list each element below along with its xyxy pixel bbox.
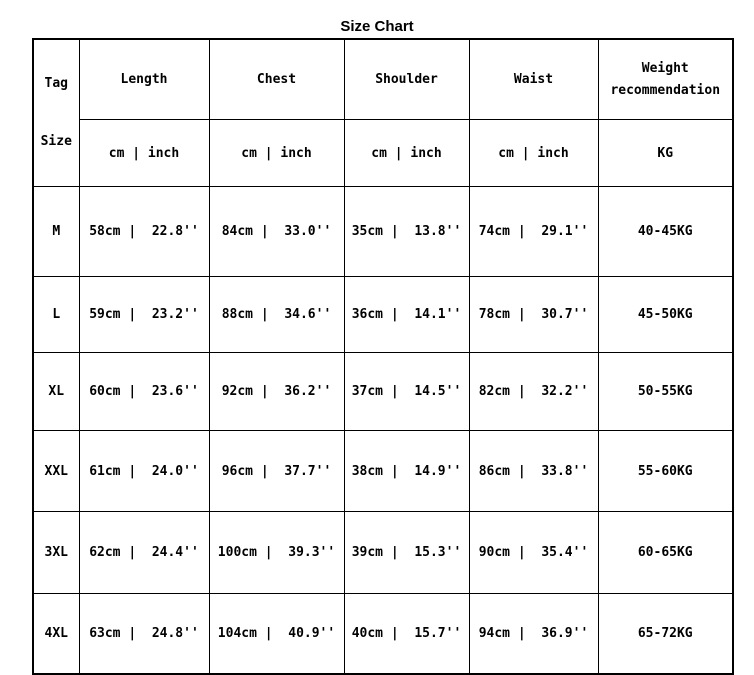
chest-value-cell: 104cm | 40.9'' — [209, 594, 344, 674]
table-row-xl — [33, 353, 733, 431]
col-header-chest: Chest — [209, 39, 344, 120]
waist-value-cell: 82cm | 32.2'' — [469, 353, 598, 431]
chest-value-cell: 96cm | 37.7'' — [209, 431, 344, 512]
table-row-xxl — [33, 431, 733, 512]
weight-value-cell: 55-60KG — [598, 431, 733, 512]
weight-value-cell: 45-50KG — [598, 277, 733, 353]
col-header-waist: Waist — [469, 39, 598, 120]
chest-value-cell: 84cm | 33.0'' — [209, 187, 344, 277]
shoulder-value-cell: 38cm | 14.9'' — [344, 431, 469, 512]
unit-header-weight: KG — [598, 120, 733, 187]
unit-header-waist: cm | inch — [469, 120, 598, 187]
tag-cell: M — [33, 187, 79, 277]
chest-value-cell: 88cm | 34.6'' — [209, 277, 344, 353]
page-title: Size Chart — [340, 18, 414, 35]
chest-value-cell: 92cm | 36.2'' — [209, 353, 344, 431]
col-header-shoulder: Shoulder — [344, 39, 469, 120]
tag-cell: XXL — [33, 431, 79, 512]
weight-value-cell: 50-55KG — [598, 353, 733, 431]
waist-value-cell: 90cm | 35.4'' — [469, 512, 598, 594]
shoulder-value-cell: 35cm | 13.8'' — [344, 187, 469, 277]
shoulder-value-cell: 36cm | 14.1'' — [344, 277, 469, 353]
waist-value-cell: 78cm | 30.7'' — [469, 277, 598, 353]
col-header-length: Length — [79, 39, 209, 120]
shoulder-value-cell: 37cm | 14.5'' — [344, 353, 469, 431]
tag-cell: XL — [33, 353, 79, 431]
length-value-cell: 61cm | 24.0'' — [79, 431, 209, 512]
table-row-3xl — [33, 512, 733, 594]
unit-header-chest: cm | inch — [209, 120, 344, 187]
col-header-weight-recommendation: Weight recommendation — [598, 39, 733, 120]
table-row-l — [33, 277, 733, 353]
table-row-m — [33, 187, 733, 277]
waist-value-cell: 94cm | 36.9'' — [469, 594, 598, 674]
weight-value-cell: 65-72KG — [598, 594, 733, 674]
unit-header-shoulder: cm | inch — [344, 120, 469, 187]
length-value-cell: 60cm | 23.6'' — [79, 353, 209, 431]
shoulder-value-cell: 39cm | 15.3'' — [344, 512, 469, 594]
unit-header-length: cm | inch — [79, 120, 209, 187]
length-value-cell: 63cm | 24.8'' — [79, 594, 209, 674]
chest-value-cell: 100cm | 39.3'' — [209, 512, 344, 594]
length-value-cell: 58cm | 22.8'' — [79, 187, 209, 277]
header-row-units — [33, 120, 733, 187]
table-row-4xl — [33, 594, 733, 674]
length-value-cell: 59cm | 23.2'' — [79, 277, 209, 353]
tag-cell: L — [33, 277, 79, 353]
tag-cell: 4XL — [33, 594, 79, 674]
header-row-labels — [33, 39, 733, 120]
tag-cell: 3XL — [33, 512, 79, 594]
corner-header-tag-size — [33, 39, 79, 187]
weight-value-cell: 40-45KG — [598, 187, 733, 277]
corner-label-size: Size — [40, 134, 72, 149]
waist-value-cell: 74cm | 29.1'' — [469, 187, 598, 277]
shoulder-value-cell: 40cm | 15.7'' — [344, 594, 469, 674]
waist-value-cell: 86cm | 33.8'' — [469, 431, 598, 512]
corner-label-tag: Tag — [44, 76, 68, 91]
weight-value-cell: 60-65KG — [598, 512, 733, 594]
size-chart-table — [32, 38, 734, 675]
length-value-cell: 62cm | 24.4'' — [79, 512, 209, 594]
